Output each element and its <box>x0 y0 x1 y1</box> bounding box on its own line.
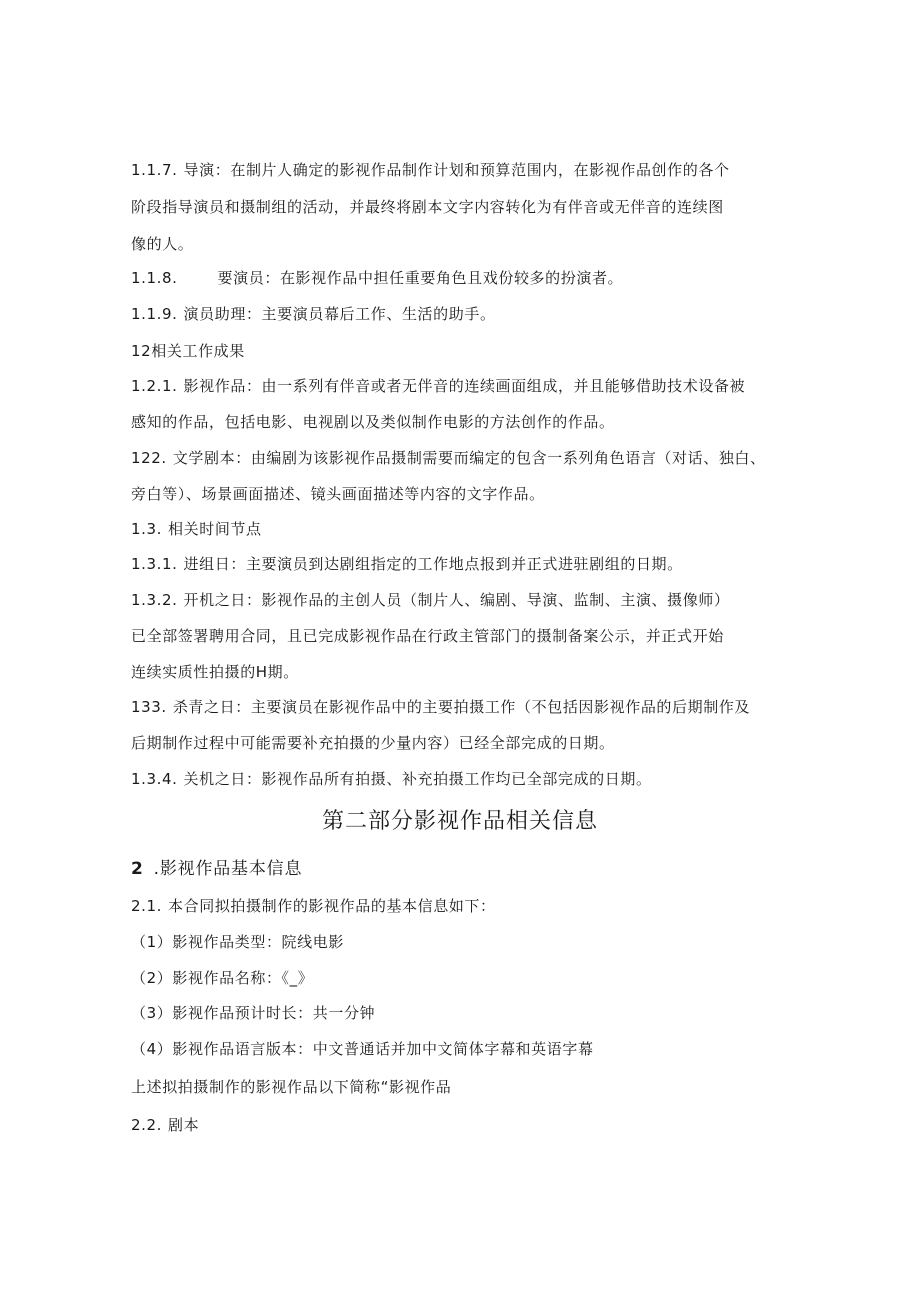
clause-text: 演员助理：主要演员幕后工作、生活的助手。 <box>183 305 496 323</box>
clause-text: 文学剧本：由编剧为该影视作品摄制需要而编定的包含一系列角色语言（对话、独白、 <box>172 449 766 467</box>
clause-number: 1.3.4. <box>131 770 178 788</box>
section-number: 1.3. <box>131 520 163 538</box>
clause-number: 122. <box>131 449 167 467</box>
clause-number: 1.1.7. <box>131 161 178 179</box>
clause-number: 1.1.9. <box>131 305 178 323</box>
clause-1-1-9 <box>131 304 791 324</box>
section-number: 2 <box>131 859 144 879</box>
clause-text: 导演：在制片人确定的影视作品制作计划和预算范围内，在影视作品创作的各个 <box>183 161 730 179</box>
clause-1-1-7-line3 <box>131 234 791 254</box>
list-text: 影视作品语言版本：中文普通话并加中文简体字幕和英语字幕 <box>172 1040 594 1058</box>
clause-1-1-7-line1 <box>131 160 791 180</box>
clause-number: 133. <box>131 698 167 716</box>
clause-text: 阶段指导演员和摄制组的活动，并最终将剧本文字内容转化为有伴音或无伴音的连续图 <box>131 198 724 216</box>
clause-text: 本合同拟拍摄制作的影视作品的基本信息如下： <box>168 897 496 915</box>
clause-text: 感知的作品，包括电影、电视剧以及类似制作电影的方法创作的作品。 <box>131 413 615 431</box>
clause-number: 1.3.1. <box>131 555 178 573</box>
clause-number: 2.2. <box>131 1116 163 1134</box>
clause-1-3-1 <box>131 554 791 574</box>
list-text: 影视作品预计时长：共一分钟 <box>172 1004 376 1022</box>
list-marker: （2） <box>131 969 173 987</box>
clause-text: 连续实质性拍摄的H期。 <box>131 663 299 681</box>
list-item <box>131 1003 791 1023</box>
clause-text: 后期制作过程中可能需要补充拍摄的少量内容）已经全部完成的日期。 <box>131 734 615 752</box>
clause-1-3-2-line3 <box>131 662 791 682</box>
clause-text: 要演员：在影视作品中担任重要角色且戏份较多的扮演者。 <box>217 269 624 287</box>
clause-1-2-2-line2 <box>131 484 791 504</box>
clause-1-2-1-line2 <box>131 412 791 432</box>
list-item <box>131 1039 791 1059</box>
part-2-title: 第二部分影视作品相关信息 <box>321 809 598 834</box>
clause-1-1-8 <box>131 268 791 288</box>
clause-1-3-2-line1 <box>131 590 791 610</box>
list-item <box>131 932 791 952</box>
clause-2-2 <box>131 1115 791 1135</box>
list-item <box>131 968 791 988</box>
clause-text: 像的人。 <box>131 235 194 253</box>
list-text: 影视作品类型：院线电影 <box>172 933 344 951</box>
section-1-3-heading <box>131 519 791 539</box>
section-heading: .影视作品基本信息 <box>153 859 303 879</box>
clause-text: 开机之日：影视作品的主创人员（制片人、编剧、导演、监制、主演、摄像师） <box>183 591 730 609</box>
clause-1-3-2-line2 <box>131 626 791 646</box>
abbreviation-note <box>131 1077 791 1097</box>
clause-1-3-4 <box>131 769 791 789</box>
clause-text: 关机之日：影视作品所有拍摄、补充拍摄工作均已全部完成的日期。 <box>183 770 652 788</box>
clause-1-3-3-line2 <box>131 733 791 753</box>
section-heading: 相关时间节点 <box>168 520 262 538</box>
clause-text: 剧本 <box>168 1116 200 1134</box>
clause-text: 影视作品：由一系列有伴音或者无伴音的连续画面组成，并且能够借助技术设备被 <box>183 377 746 395</box>
list-text: 影视作品名称：《_》 <box>172 969 314 987</box>
section-2-heading <box>131 858 302 880</box>
clause-1-2-2-line1 <box>131 448 791 468</box>
clause-number: 1.2.1. <box>131 377 178 395</box>
clause-number: 1.3.2. <box>131 591 178 609</box>
clause-text: 杀青之日：主要演员在影视作品中的主要拍摄工作（不包括因影视作品的后期制作及 <box>172 698 751 716</box>
list-marker: （1） <box>131 933 173 951</box>
list-marker: （3） <box>131 1004 173 1022</box>
section-1-2-heading <box>131 341 791 361</box>
clause-text: 进组日：主要演员到达剧组指定的工作地点报到并正式进驻剧组的日期。 <box>183 555 683 573</box>
note-text: 上述拟拍摄制作的影视作品以下简称“影视作品 <box>131 1078 452 1096</box>
clause-number: 1.1.8. <box>131 269 178 287</box>
clause-1-1-7-line2 <box>131 197 791 217</box>
clause-2-1 <box>131 896 791 916</box>
clause-text: 已全部签署聘用合同，且已完成影视作品在行政主管部门的摄制备案公示，并正式开始 <box>131 627 724 645</box>
clause-1-2-1-line1 <box>131 376 791 396</box>
clause-1-3-3-line1 <box>131 697 791 717</box>
clause-number: 2.1. <box>131 897 163 915</box>
section-heading: 12相关工作成果 <box>131 342 245 360</box>
list-marker: （4） <box>131 1040 173 1058</box>
clause-text: 旁白等）、场景画面描述、镜头画面描述等内容的文字作品。 <box>131 485 545 503</box>
